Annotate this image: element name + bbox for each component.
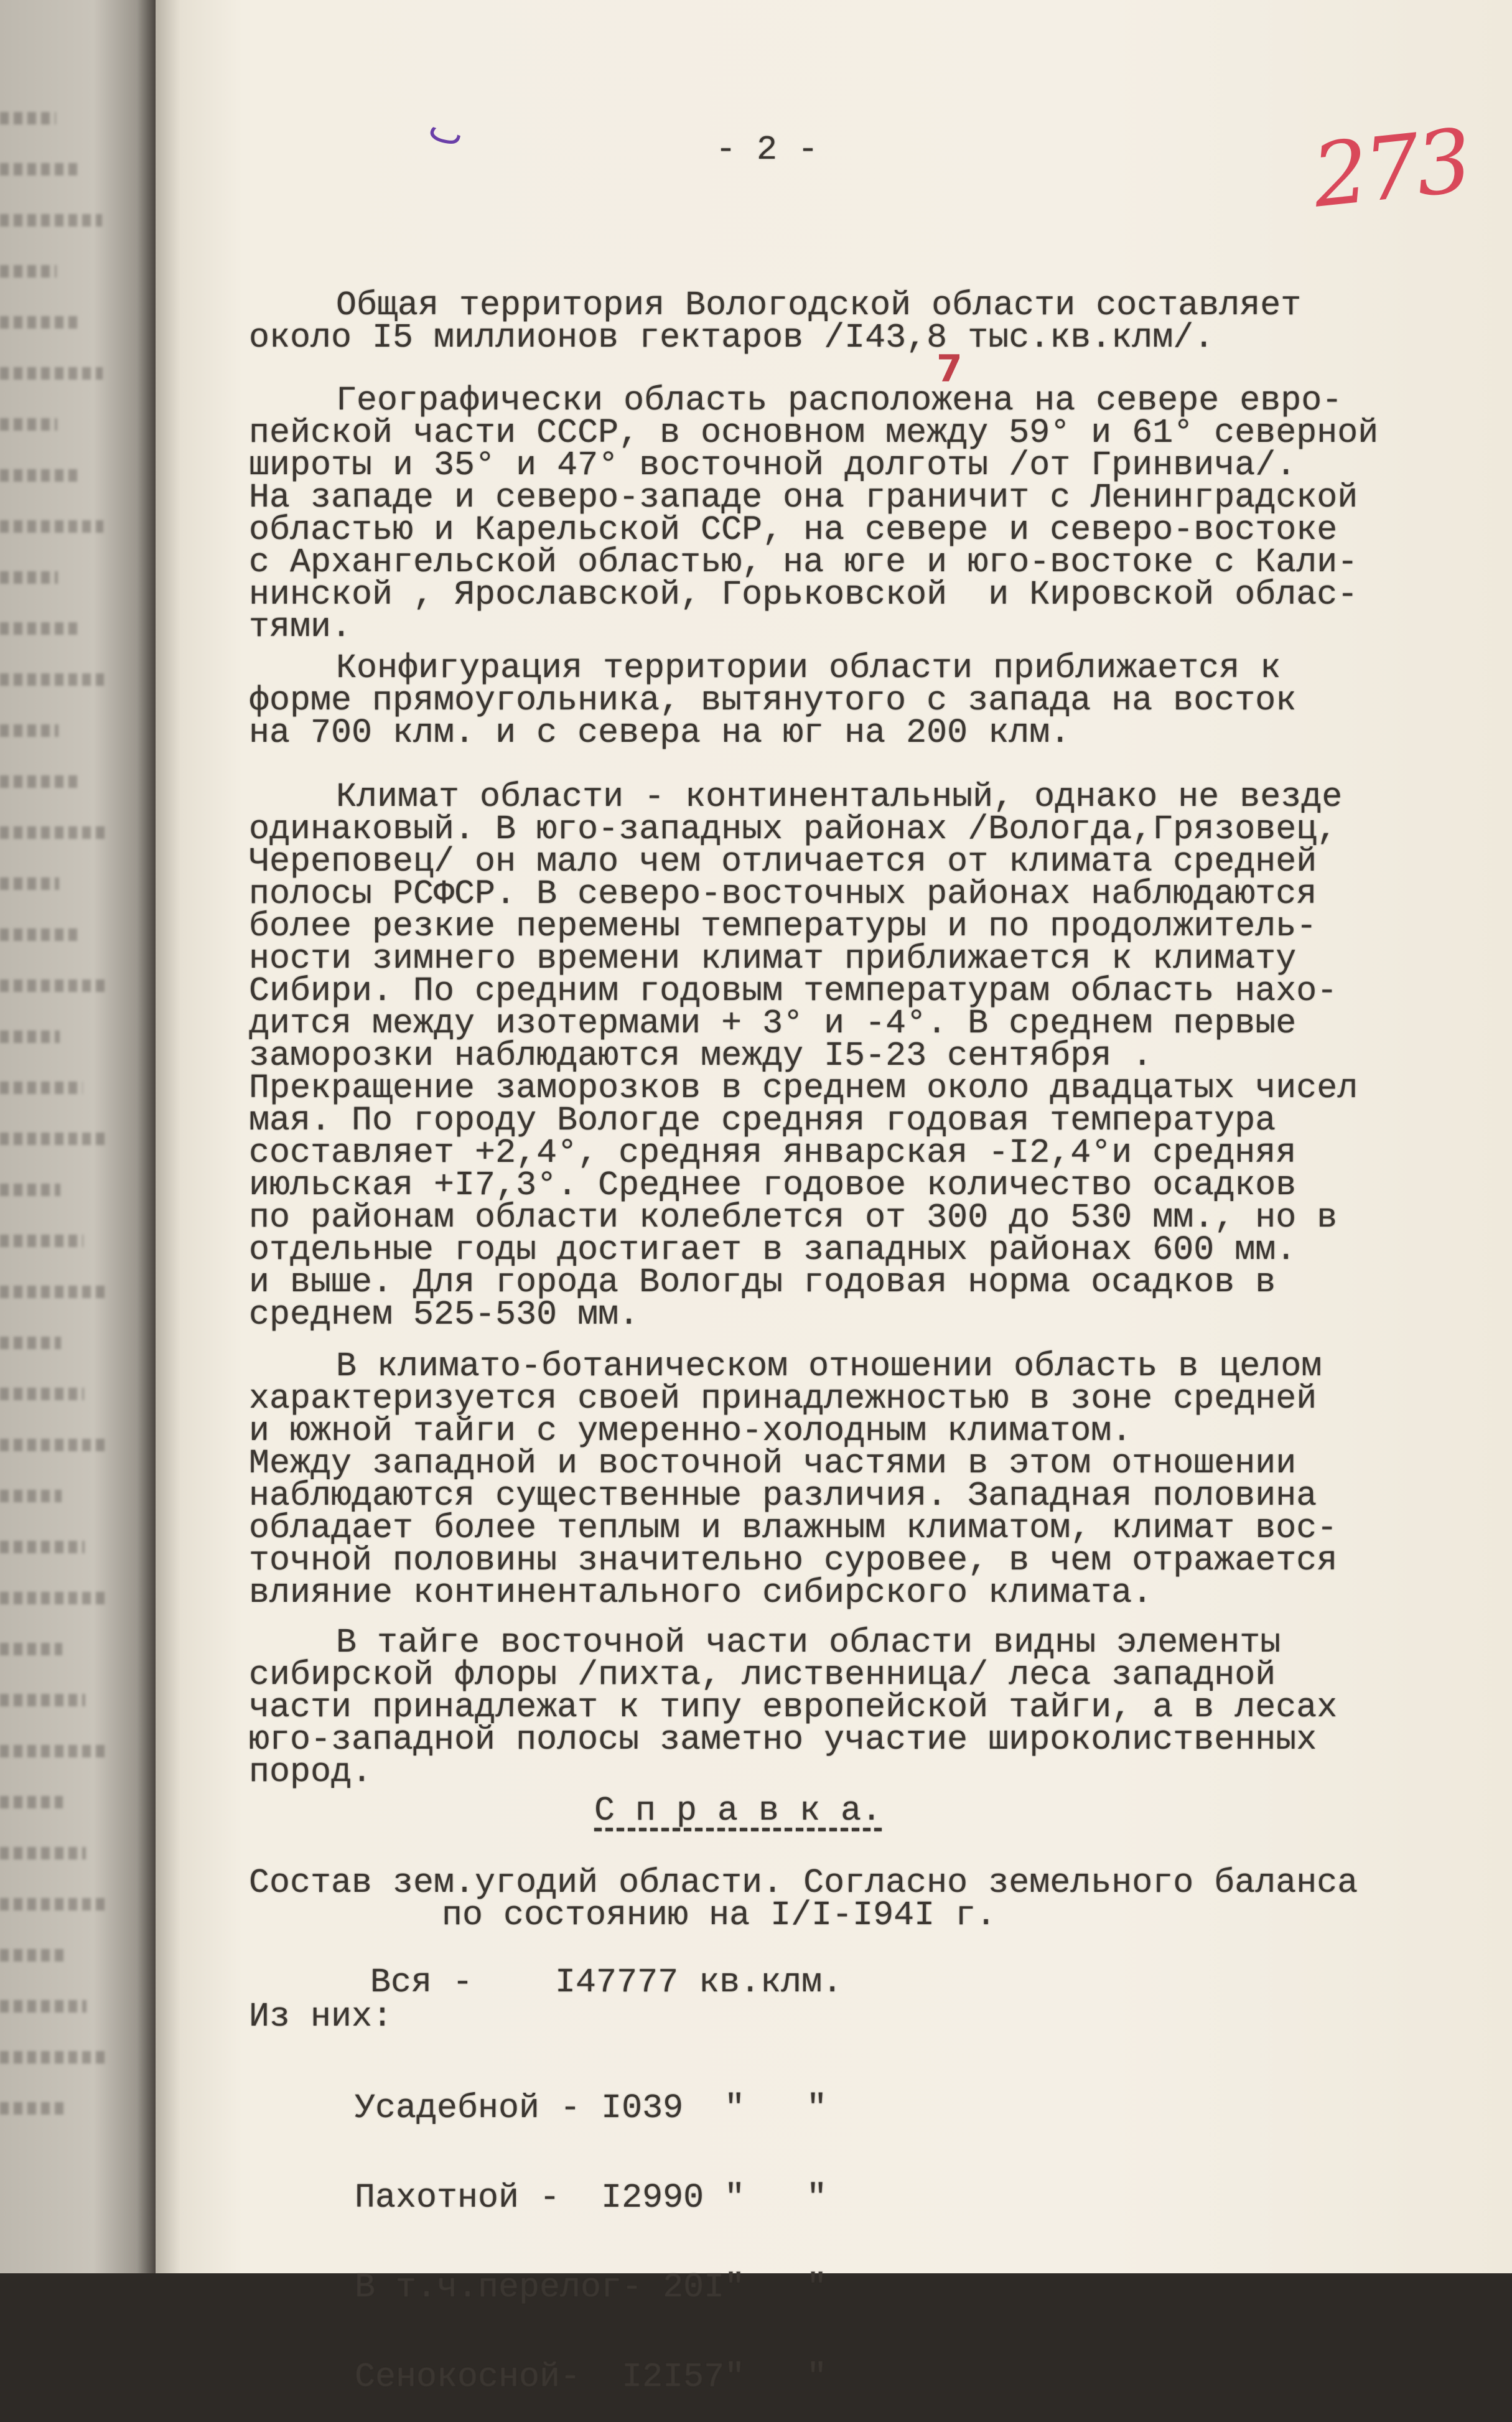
text-line: июльская +I7,3°. Среднее годовое количество осадков [249,1166,1297,1205]
previous-page-text-fragment [0,1133,106,1145]
previous-page-text-fragment [0,2102,64,2115]
previous-page-text-fragment [0,1694,85,1706]
text-line: мая. По городу Вологде средняя годовая температура [249,1101,1276,1140]
previous-page-text-fragment [0,367,103,380]
previous-page-text-fragment [0,1439,107,1451]
text-line: В климато-ботаническом отношении область в целом [336,1347,1322,1386]
text-line: полосы РСФСР. В северо-восточных районах наблюдаются [249,874,1317,914]
previous-page-text-fragment [0,1184,60,1196]
text-line: наблюдаются существенные различия. Западная половина [249,1476,1317,1515]
previous-page-text-fragment [0,673,104,686]
text-line: форме прямоугольника, вытянутого с запада на восток [249,681,1297,720]
text-line: заморозки наблюдаются между I5-23 сентября . [249,1036,1153,1075]
text-line: на 700 клм. и с севера на юг на 200 клм. [249,713,1071,752]
previous-page-text-fragment [0,928,82,941]
reference-total: Вся - I47777 кв.клм. [370,1963,843,2002]
text-line: пейской части СССР, в основном между 59° и 61° северной [249,413,1379,452]
text-line: юго-западной полосы заметно участие широколиственных [249,1720,1317,1759]
previous-page-text-fragment [0,571,58,584]
text-line: влияние континентального сибирского климата. [249,1573,1153,1612]
previous-page-text-fragment [0,1541,85,1553]
paragraph-configuration [249,648,1297,752]
text-line: В тайге восточной части области видны элементы [336,1623,1281,1662]
previous-page-text-fragment [0,826,105,839]
previous-page-text-fragment [0,163,79,175]
reference-item: Пахотной - I2990 " " [355,2178,828,2217]
paragraph-territory [249,286,1302,357]
text-line: нинской , Ярославской, Горьковской и Кировской облас- [249,575,1358,614]
previous-page-text-fragment [0,1235,83,1247]
text-line: На западе и северо-западе она граничит с Ленинградской [249,478,1358,517]
ink-mark: ٮ [422,104,471,157]
previous-page-text-fragment [0,112,56,124]
text-line: дится между изотермами + 3° и -4°. В среднем первые [249,1004,1297,1043]
folio-number-handwritten: 273 [1308,110,1473,228]
text-line: отдельные годы достигает в западных районах 600 мм. [249,1230,1297,1269]
previous-page-text-fragment [0,1949,63,1961]
text-line: и выше. Для города Вологды годовая норма осадков в [249,1263,1276,1302]
text-line: и южной тайги с умеренно-холодным климатом. [249,1411,1132,1451]
text-line: Географически область расположена на севере евро- [336,381,1343,420]
previous-page-text-fragment [0,775,82,788]
paragraph-flora [249,1623,1338,1792]
text-line: около I5 миллионов гектаров /I43,8 тыс.кв.клм/. [249,318,1215,357]
previous-page-text-fragment [0,1286,106,1298]
previous-page-text-fragment [0,1592,108,1604]
previous-page-text-fragment [0,1490,62,1502]
text-line: широты и 35° и 47° восточной долготы /от Гринвича/. [249,446,1297,485]
page-number: - 2 - [716,130,819,169]
previous-page-text-fragment [0,265,57,278]
text-line: Череповец/ он мало чем отличается от климата средней [249,842,1317,881]
previous-page-edge [0,0,156,2273]
reference-item: Сенокосной- I2I57" " [355,2357,828,2396]
paragraph-geography [249,381,1379,647]
previous-page-text-fragment [0,1745,108,1757]
previous-page-text-fragment [0,469,80,482]
reference-heading: С п р а в к а. [594,1791,882,1830]
reference-line-2: по состоянию на I/I-I94I г. [442,1896,997,1935]
previous-page-text-fragment [0,1898,109,1910]
text-line: Между западной и восточной частями в этом отношении [249,1444,1297,1483]
text-line: точной половины значительно суровее, в чем отражается [249,1541,1338,1580]
paragraph-climate-botanical [249,1347,1338,1612]
reference-item: Усадебной - I039 " " [355,2088,828,2128]
paragraph-climate [249,777,1358,1334]
text-line: одинаковый. В юго-западных районах /Вологда,Грязовец, [249,810,1338,849]
reference-item: В т.ч.перелог- 20I" " [355,2268,828,2307]
previous-page-text-fragment [0,2051,110,2064]
previous-page-text-fragment [0,2000,86,2013]
previous-page-text-fragment [0,1082,83,1094]
previous-page-text-fragment [0,214,102,227]
text-line: характеризуется своей принадлежностью в зоне средней [249,1379,1317,1418]
previous-page-text-fragment [0,316,80,329]
reference-of-them: Из них: [249,1997,393,2036]
text-line: среднем 525-530 мм. [249,1295,640,1334]
text-line: Сибири. По средним годовым температурам область нахо- [249,971,1338,1011]
text-line: Конфигурация территории области приближается к [336,648,1281,688]
previous-page-text-fragment [0,1388,84,1400]
text-line: Общая территория Вологодской области составляет [336,286,1302,325]
previous-page-text-fragment [0,877,59,890]
previous-page-text-fragment [0,520,103,533]
previous-page-text-fragment [0,724,58,737]
reference-line-1: Состав зем.угодий области. Согласно земельного баланса [249,1863,1358,1902]
previous-page-text-fragment [0,1643,62,1655]
text-line: с Архангельской областью, на юге и юго-востоке с Кали- [249,543,1358,582]
text-line: части принадлежат к типу европейской тайги, а в лесах [249,1688,1338,1727]
previous-page-text-fragment [0,1031,60,1043]
text-line: Прекращение заморозков в среднем около двадцатых чисел [249,1068,1358,1108]
previous-page-text-fragment [0,418,57,431]
text-line: сибирской флоры /пихта, лиственница/ леса западной [249,1655,1276,1695]
text-line: Климат области - континентальный, однако не везде [336,777,1343,816]
previous-page-text-fragment [0,1337,61,1349]
text-line: составляет +2,4°, средняя январская -I2,4°и средняя [249,1133,1297,1172]
previous-page-text-fragment [0,1847,86,1859]
previous-page-text-fragment [0,1796,63,1808]
text-line: областью и Карельской ССР, на севере и северо-востоке [249,510,1338,549]
reference-items [355,2034,827,2422]
text-line: по районам области колеблется от 300 до 530 мм., но в [249,1198,1338,1237]
text-line: более резкие перемены температуры и по продолжитель- [249,907,1317,946]
text-line: пород. [249,1752,373,1792]
previous-page-text-fragment [0,980,105,992]
text-line: тями. [249,607,352,647]
text-line: обладает более теплым и влажным климатом, климат вос- [249,1508,1338,1548]
text-line: ности зимнего времени климат приближается к климату [249,939,1297,978]
previous-page-text-fragment [0,622,81,635]
red-correction-mark: 7 [936,347,963,391]
